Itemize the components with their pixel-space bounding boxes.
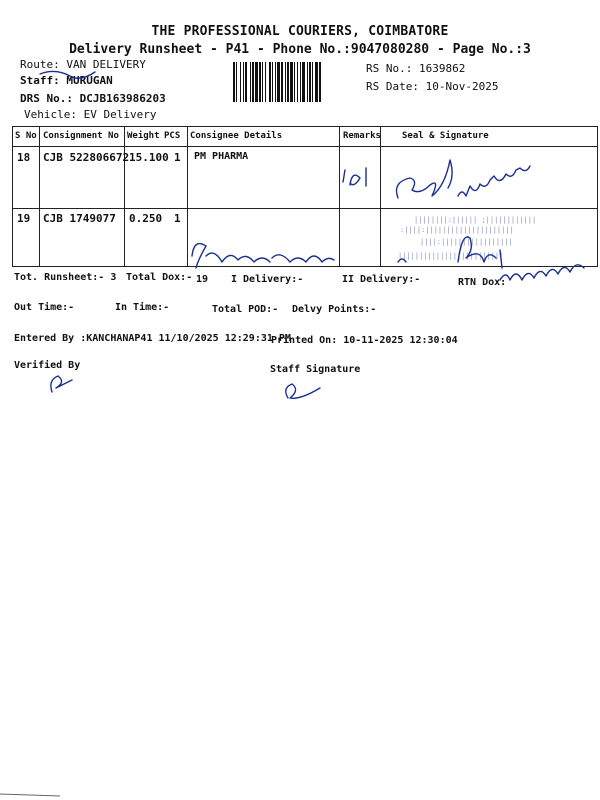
verified-signature: [51, 376, 72, 392]
row-18-consignment: CJB 522806672: [43, 151, 130, 164]
staff-signature-mark: [286, 384, 320, 398]
signature-phone-row19: [500, 265, 584, 280]
in-time-label: In Time:-: [115, 302, 170, 313]
stamp-text-2: :||||:|||||||||||||||||||||: [400, 226, 514, 234]
stamp-text-3: ||||:|||||||||||||||||: [420, 238, 513, 246]
row-18-pcs: 1: [174, 151, 181, 164]
rs-date: RS Date: 10-Nov-2025: [366, 80, 499, 93]
row-18-consignee: PM PHARMA: [194, 151, 249, 162]
printed-on: Printed On: 10-11-2025 12:30:04: [271, 335, 458, 346]
out-time-label: Out Time:-: [14, 302, 75, 313]
row-19-weight: 0.250: [129, 212, 163, 225]
col-seal-signature: Seal & Signature: [402, 131, 489, 141]
delvy-points-label: Delvy Points:-: [292, 304, 377, 315]
rtn-dox-label: RTN Dox:: [458, 277, 507, 288]
delivery-table: [12, 126, 598, 266]
row-18-weight: 15.100: [129, 151, 169, 164]
entered-by: Entered By :KANCHANAP41 11/10/2025 12:29:31 PM: [14, 333, 291, 344]
route-label: Route: VAN DELIVERY: [20, 58, 146, 71]
total-pod-label: Total POD:-: [212, 304, 279, 315]
stamp-text-4: |||||||||||||||||||||||||: [398, 252, 504, 260]
ii-delivery-label: II Delivery:-: [342, 274, 421, 285]
barcode: [233, 62, 361, 102]
row-19-pcs: 1: [174, 212, 181, 225]
total-dox-label: Total Dox:-: [126, 272, 193, 283]
runsheet-title: Delivery Runsheet - P41 - Phone No.:9047080280 - Page No.:3: [69, 42, 531, 57]
page-edge-line: [0, 794, 60, 796]
company-title: THE PROFESSIONAL COURIERS, COIMBATORE: [151, 24, 449, 39]
tot-runsheet: Tot. Runsheet:- 3: [14, 272, 117, 283]
stamp-text-1: ||||||||:|||||| ;||||||||||||: [414, 216, 537, 224]
col-pcs: PCS: [164, 131, 181, 141]
verified-by-label: Verified By: [14, 360, 81, 371]
total-dox-value: 19: [196, 274, 209, 285]
i-delivery-label: I Delivery:-: [231, 274, 304, 285]
staff-signature-label: Staff Signature: [270, 364, 361, 375]
col-sno: S No: [15, 131, 37, 141]
col-consignment: Consignment No: [43, 131, 119, 141]
row-19-consignment: CJB 1749077: [43, 212, 116, 225]
vehicle-label: Vehicle: EV Delivery: [24, 108, 157, 121]
col-weight: Weight: [127, 131, 160, 141]
col-consignee: Consignee Details: [190, 131, 283, 141]
staff-label: Staff: MURUGAN: [20, 74, 113, 87]
rs-number: RS No.: 1639862: [366, 62, 466, 75]
row-19-sno: 19: [17, 212, 31, 225]
col-remarks: Remarks: [343, 131, 381, 141]
row-18-sno: 18: [17, 151, 31, 164]
drs-number: DRS No.: DCJB163986203: [20, 92, 166, 105]
